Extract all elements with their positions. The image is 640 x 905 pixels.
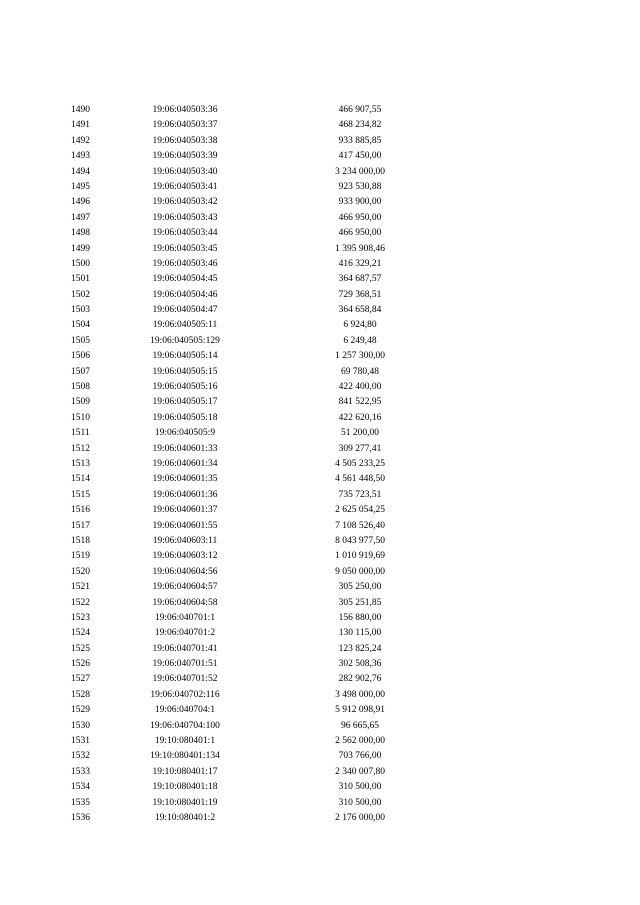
table-row [0, 226, 640, 241]
cadastral-number: 19:06:040701:1 [154, 612, 216, 623]
row-number: 1499 [71, 243, 90, 254]
row-number: 1516 [71, 505, 90, 516]
row-number: 1519 [71, 551, 90, 562]
row-number: 1509 [71, 397, 90, 408]
table-row [0, 211, 640, 226]
amount-value: 466 950,00 [338, 212, 382, 223]
cadastral-number: 19:06:040503:46 [152, 258, 218, 269]
row-number: 1502 [71, 289, 90, 300]
row-number: 1495 [71, 181, 90, 192]
row-number: 1533 [71, 766, 90, 777]
row-number: 1536 [71, 812, 90, 823]
row-number: 1523 [71, 612, 90, 623]
table-row [0, 596, 640, 611]
amount-value: 9 050 000,00 [335, 566, 385, 577]
amount-value: 6 249,48 [343, 335, 377, 346]
cadastral-number: 19:06:040601:33 [152, 443, 218, 454]
cadastral-number: 19:06:040704:100 [150, 720, 220, 731]
amount-value: 2 625 054,25 [335, 505, 385, 516]
table-row [0, 642, 640, 657]
amount-value: 416 329,21 [338, 258, 382, 269]
amount-value: 51 200,00 [341, 428, 379, 439]
row-number: 1527 [71, 674, 90, 685]
data-table [0, 103, 640, 826]
table-row [0, 796, 640, 811]
row-number: 1494 [71, 166, 90, 177]
table-row [0, 288, 640, 303]
row-number: 1534 [71, 782, 90, 793]
row-number: 1512 [71, 443, 90, 454]
row-number: 1518 [71, 535, 90, 546]
cadastral-number: 19:06:040704:1 [154, 705, 216, 716]
row-number: 1496 [71, 197, 90, 208]
row-number: 1513 [71, 458, 90, 469]
amount-value: 6 924,80 [343, 320, 377, 331]
cadastral-number: 19:06:040504:46 [152, 289, 218, 300]
row-number: 1528 [71, 689, 90, 700]
cadastral-number: 19:06:040603:11 [152, 535, 218, 546]
table-row [0, 534, 640, 549]
cadastral-number: 19:06:040603:12 [152, 551, 218, 562]
cadastral-number: 19:06:040505:16 [152, 382, 218, 393]
table-row [0, 149, 640, 164]
amount-value: 466 907,55 [338, 105, 382, 115]
amount-value: 417 450,00 [338, 151, 382, 162]
table-row [0, 503, 640, 518]
cadastral-number: 19:06:040503:41 [152, 181, 218, 192]
table-row [0, 334, 640, 349]
cadastral-number: 19:06:040601:36 [152, 489, 218, 500]
cadastral-number: 19:06:040601:37 [152, 505, 218, 516]
amount-value: 282 902,76 [338, 674, 382, 685]
row-number: 1492 [71, 135, 90, 146]
cadastral-number: 19:06:040505:15 [152, 366, 218, 377]
cadastral-number: 19:06:040604:56 [152, 566, 218, 577]
table-row [0, 195, 640, 210]
row-number: 1526 [71, 659, 90, 670]
table-row [0, 272, 640, 287]
cadastral-number: 19:06:040701:52 [152, 674, 218, 685]
cadastral-number: 19:06:040505:17 [152, 397, 218, 408]
row-number: 1498 [71, 228, 90, 239]
table-row [0, 118, 640, 133]
amount-value: 703 766,00 [338, 751, 382, 762]
amount-value: 3 234 000,00 [335, 166, 385, 177]
table-row [0, 657, 640, 672]
amount-value: 310 500,00 [338, 782, 382, 793]
table-row [0, 365, 640, 380]
cadastral-number: 19:06:040702:116 [150, 689, 220, 700]
row-number: 1500 [71, 258, 90, 269]
cadastral-number: 19:06:040503:39 [152, 151, 218, 162]
cadastral-number: 19:10:080401:134 [150, 751, 220, 762]
table-row [0, 318, 640, 333]
row-number: 1517 [71, 520, 90, 531]
cadastral-number: 19:06:040604:58 [152, 597, 218, 608]
amount-value: 735 723,51 [338, 489, 382, 500]
cadastral-number: 19:06:040701:41 [152, 643, 218, 654]
row-number: 1493 [71, 151, 90, 162]
cadastral-number: 19:10:080401:18 [152, 782, 218, 793]
amount-value: 310 500,00 [338, 797, 382, 808]
table-row [0, 719, 640, 734]
table-row [0, 765, 640, 780]
row-number: 1491 [71, 120, 90, 131]
row-number: 1506 [71, 351, 90, 362]
table-row [0, 303, 640, 318]
amount-value: 305 250,00 [338, 582, 382, 593]
amount-value: 364 658,84 [338, 305, 382, 316]
amount-value: 8 043 977,50 [335, 535, 385, 546]
amount-value: 422 400,00 [338, 382, 382, 393]
row-number: 1530 [71, 720, 90, 731]
table-row [0, 488, 640, 503]
cadastral-number: 19:06:040504:47 [152, 305, 218, 316]
amount-value: 130 115,00 [338, 628, 382, 639]
table-row [0, 688, 640, 703]
row-number: 1503 [71, 305, 90, 316]
cadastral-number: 19:06:040505:11 [152, 320, 218, 331]
amount-value: 1 010 919,69 [335, 551, 385, 562]
amount-value: 7 108 526,40 [335, 520, 385, 531]
amount-value: 841 522,95 [338, 397, 382, 408]
amount-value: 305 251,85 [338, 597, 382, 608]
cadastral-number: 19:06:040503:44 [152, 228, 218, 239]
row-number: 1515 [71, 489, 90, 500]
row-number: 1522 [71, 597, 90, 608]
table-row [0, 103, 640, 118]
table-row [0, 672, 640, 687]
amount-value: 5 912 098,91 [335, 705, 385, 716]
table-row [0, 611, 640, 626]
table-row [0, 565, 640, 580]
cadastral-number: 19:06:040503:43 [152, 212, 218, 223]
row-number: 1514 [71, 474, 90, 485]
row-number: 1521 [71, 582, 90, 593]
cadastral-number: 19:06:040601:34 [152, 458, 218, 469]
table-row [0, 395, 640, 410]
table-row [0, 165, 640, 180]
amount-value: 4 505 233,25 [335, 458, 385, 469]
row-number: 1501 [71, 274, 90, 285]
row-number: 1490 [71, 105, 90, 115]
amount-value: 3 498 000,00 [335, 689, 385, 700]
amount-value: 69 780,48 [341, 366, 379, 377]
amount-value: 729 368,51 [338, 289, 382, 300]
amount-value: 364 687,57 [338, 274, 382, 285]
table-row [0, 134, 640, 149]
row-number: 1508 [71, 382, 90, 393]
cadastral-number: 19:06:040505:9 [154, 428, 216, 439]
table-row [0, 426, 640, 441]
amount-value: 2 562 000,00 [335, 736, 385, 747]
table-row [0, 703, 640, 718]
amount-value: 422 620,16 [338, 412, 382, 423]
cadastral-number: 19:06:040505:18 [152, 412, 218, 423]
amount-value: 1 257 300,00 [335, 351, 385, 362]
amount-value: 123 825,24 [338, 643, 382, 654]
row-number: 1529 [71, 705, 90, 716]
table-row [0, 457, 640, 472]
cadastral-number: 19:06:040503:36 [152, 105, 218, 115]
table-row [0, 180, 640, 195]
row-number: 1531 [71, 736, 90, 747]
amount-value: 468 234,82 [338, 120, 382, 131]
amount-value: 1 395 908,46 [335, 243, 385, 254]
amount-value: 923 530,88 [338, 181, 382, 192]
row-number: 1510 [71, 412, 90, 423]
table-row [0, 626, 640, 641]
row-number: 1504 [71, 320, 90, 331]
table-row [0, 519, 640, 534]
amount-value: 309 277,41 [338, 443, 382, 454]
amount-value: 96 665,65 [341, 720, 379, 731]
amount-value: 933 900,00 [338, 197, 382, 208]
cadastral-number: 19:10:080401:17 [152, 766, 218, 777]
amount-value: 156 880,00 [338, 612, 382, 623]
row-number: 1497 [71, 212, 90, 223]
cadastral-number: 19:06:040701:51 [152, 659, 218, 670]
amount-value: 933 885,85 [338, 135, 382, 146]
table-row [0, 580, 640, 595]
table-row [0, 442, 640, 457]
table-row [0, 749, 640, 764]
cadastral-number: 19:06:040505:129 [150, 335, 220, 346]
table-row [0, 734, 640, 749]
cadastral-number: 19:06:040503:40 [152, 166, 218, 177]
amount-value: 466 950,00 [338, 228, 382, 239]
amount-value: 4 561 448,50 [335, 474, 385, 485]
table-row [0, 257, 640, 272]
row-number: 1524 [71, 628, 90, 639]
row-number: 1532 [71, 751, 90, 762]
table-row [0, 349, 640, 364]
cadastral-number: 19:06:040503:38 [152, 135, 218, 146]
cadastral-number: 19:06:040601:35 [152, 474, 218, 485]
cadastral-number: 19:06:040504:45 [152, 274, 218, 285]
cadastral-number: 19:10:080401:1 [154, 736, 216, 747]
row-number: 1505 [71, 335, 90, 346]
row-number: 1525 [71, 643, 90, 654]
row-number: 1511 [71, 428, 90, 439]
cadastral-number: 19:06:040503:45 [152, 243, 218, 254]
row-number: 1520 [71, 566, 90, 577]
table-row [0, 242, 640, 257]
table-row [0, 811, 640, 826]
cadastral-number: 19:06:040505:14 [152, 351, 218, 362]
table-row [0, 411, 640, 426]
row-number: 1535 [71, 797, 90, 808]
table-row [0, 780, 640, 795]
amount-value: 2 340 007,80 [335, 766, 385, 777]
cadastral-number: 19:06:040604:57 [152, 582, 218, 593]
cadastral-number: 19:06:040503:37 [152, 120, 218, 131]
amount-value: 2 176 000,00 [335, 812, 385, 823]
cadastral-number: 19:10:080401:19 [152, 797, 218, 808]
cadastral-number: 19:10:080401:2 [154, 812, 216, 823]
cadastral-number: 19:06:040503:42 [152, 197, 218, 208]
table-row [0, 549, 640, 564]
table-row [0, 380, 640, 395]
table-row [0, 472, 640, 487]
cadastral-number: 19:06:040601:55 [152, 520, 218, 531]
amount-value: 302 508,36 [338, 659, 382, 670]
cadastral-number: 19:06:040701:2 [154, 628, 216, 639]
row-number: 1507 [71, 366, 90, 377]
